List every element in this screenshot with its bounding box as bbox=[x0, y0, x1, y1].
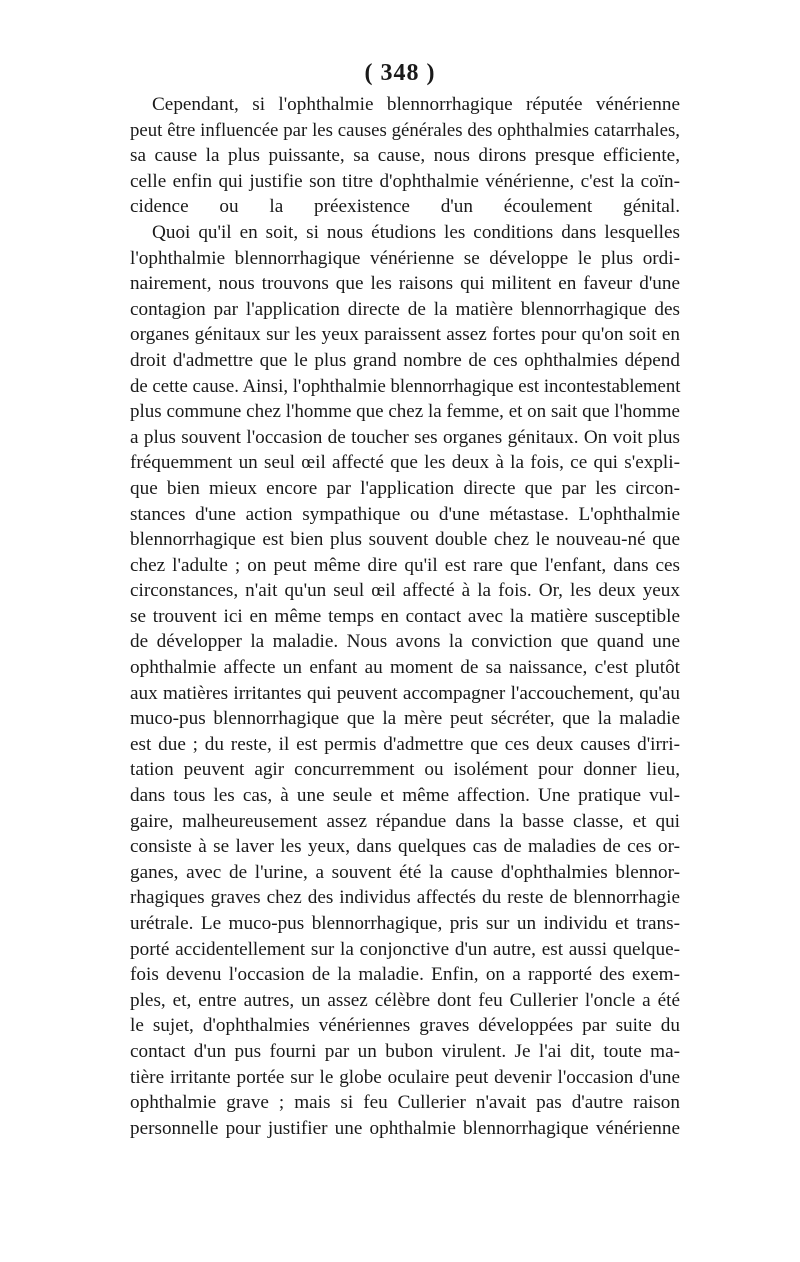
text-line: muco-pus blennorrhagique que la mère peut sécréter, que la maladie bbox=[130, 708, 680, 730]
text-line: ganes, avec de l'urine, a souvent été la cause d'ophthalmies blennor- bbox=[130, 861, 680, 883]
text-line: que bien mieux encore par l'application directe que par les circon- bbox=[130, 477, 680, 499]
text-line: ples, et, entre autres, un assez célèbre dont feu Cullerier l'oncle a été bbox=[130, 989, 680, 1011]
text-line: urétrale. Le muco-pus blennorrhagique, pris sur un individu et trans- bbox=[130, 913, 680, 934]
text-line: nairement, nous trouvons que les raisons qui militent en faveur d'une bbox=[130, 273, 680, 295]
text-line: le sujet, d'ophthalmies vénériennes graves développées par suite du bbox=[130, 1015, 680, 1037]
text-line: droit d'admettre que le plus grand nombre de ces ophthalmies dépend bbox=[130, 349, 680, 371]
text-line: peut être influencée par les causes générales des ophthalmies catarrhales, bbox=[130, 119, 680, 141]
text-line: ophthalmie grave ; mais si feu Cullerier n'avait pas d'autre raison bbox=[130, 1092, 680, 1114]
text-line: ophthalmie affecte un enfant au moment de sa naissance, c'est plutôt bbox=[130, 657, 680, 679]
text-line: gaire, malheureusement assez répandue dans la basse classe, et qui bbox=[130, 810, 680, 832]
text-line: Cependant, si l'ophthalmie blennorrhagique réputée vénérienne bbox=[152, 94, 680, 115]
text-line: Quoi qu'il en soit, si nous étudions les conditions dans lesquelles bbox=[152, 221, 680, 243]
text-line: est due ; du reste, il est permis d'admettre que ces deux causes d'irri- bbox=[130, 733, 680, 755]
text-line: contact d'un pus fourni par un bubon virulent. Je l'ai dit, toute ma- bbox=[130, 1040, 680, 1062]
text-line: de développer la maladie. Nous avons la conviction que quand une bbox=[130, 631, 680, 653]
text-line: chez l'adulte ; on peut même dire qu'il est rare que l'enfant, dans ces bbox=[130, 554, 680, 576]
body-text bbox=[130, 92, 680, 1141]
text-line: fréquemment un seul œil affecté que les deux à la fois, ce qui s'expli- bbox=[130, 452, 680, 474]
text-line: tation peuvent agir concurremment ou isolément pour donner lieu, bbox=[130, 759, 680, 781]
text-line: fois devenu l'occasion de la maladie. Enfin, on a rapporté des exem- bbox=[130, 964, 680, 986]
text-line: plus commune chez l'homme que chez la femme, et on sait que l'homme bbox=[130, 401, 680, 423]
text-line: stances d'une action sympathique ou d'une métastase. L'ophthalmie bbox=[130, 503, 680, 525]
text-line: se trouvent ici en même temps en contact avec la matière susceptible bbox=[130, 605, 680, 627]
text-line: blennorrhagique est bien plus souvent double chez le nouveau-né que bbox=[130, 529, 680, 551]
text-line: porté accidentellement sur la conjonctive d'un autre, est aussi quelque- bbox=[130, 938, 680, 960]
text-line: circonstances, n'ait qu'un seul œil affecté à la fois. Or, les deux yeux bbox=[130, 580, 680, 602]
text-line: personnelle pour justifier une ophthalmie blennorrhagique vénérienne bbox=[130, 1117, 680, 1139]
page-number: ( 348 ) bbox=[364, 60, 436, 86]
text-line: dans tous les cas, à une seule et même affection. Une pratique vul- bbox=[130, 785, 680, 807]
text-line: rhagiques graves chez des individus affectés du reste de blennorrhagie bbox=[130, 887, 680, 909]
text-line: aux matières irritantes qui peuvent accompagner l'accouchement, qu'au bbox=[130, 682, 680, 704]
text-line: tière irritante portée sur le globe oculaire peut devenir l'occasion d'une bbox=[130, 1066, 680, 1088]
text-line: sa cause la plus puissante, sa cause, nous dirons presque efficiente, bbox=[130, 145, 680, 167]
text-line: cidence ou la préexistence d'un écoulement génital. bbox=[130, 196, 680, 218]
text-line: a plus souvent l'occasion de toucher ses organes génitaux. On voit plus bbox=[130, 426, 680, 448]
text-line: de cette cause. Ainsi, l'ophthalmie blennorrhagique est incontestablement bbox=[130, 375, 681, 397]
text-line: contagion par l'application directe de la matière blennorrhagique des bbox=[130, 298, 680, 320]
text-line: l'ophthalmie blennorrhagique vénérienne se développe le plus ordi- bbox=[130, 247, 680, 269]
text-line: celle enfin qui justifie son titre d'ophthalmie vénérienne, c'est la coïn- bbox=[130, 170, 680, 192]
text-line: organes génitaux sur les yeux paraissent assez fortes pour qu'on soit en bbox=[130, 324, 680, 346]
text-line: consiste à se laver les yeux, dans quelques cas de maladies de ces or- bbox=[130, 836, 680, 858]
